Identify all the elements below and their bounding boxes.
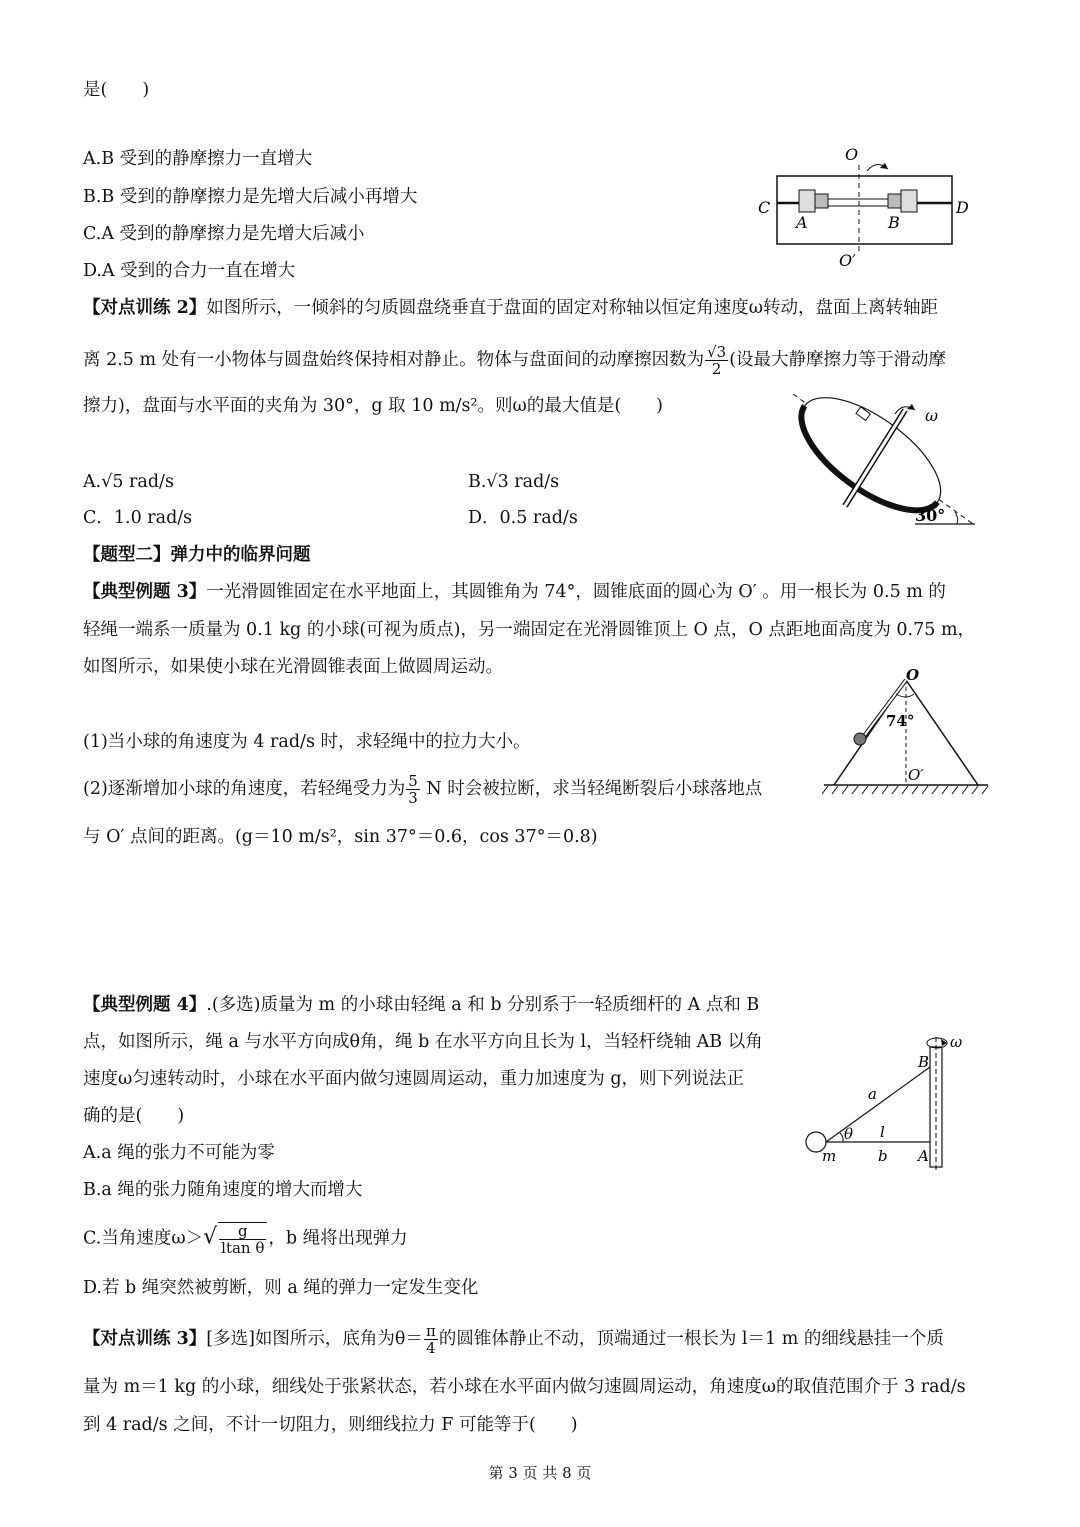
- fig4-label-m: m: [822, 1147, 837, 1165]
- fig1-label-d: D: [956, 198, 969, 217]
- t2-heading: 【对点训练 2】: [83, 298, 207, 318]
- ex3-part2: [83, 773, 762, 806]
- t2-line2: [83, 344, 946, 377]
- ex4-option-c[interactable]: [83, 1222, 408, 1256]
- ex4-fraction: [218, 1222, 267, 1256]
- t3-heading: 【对点训练 3】: [83, 1329, 207, 1349]
- ex3-text1: 一光滑圆锥固定在水平地面上，其圆锥角为 74°，圆锥底面的圆心为 O′ 。用一根长为 0.5 m 的: [206, 582, 946, 602]
- figure-rod-ropes: [798, 1025, 988, 1175]
- q1-option-b[interactable]: B.B 受到的静摩擦力是先增大后减小再增大: [83, 187, 418, 207]
- t3-line2: 量为 m＝1 kg 的小球，细线处于张紧状态，若小球在水平面内做匀速圆周运动，角速度ω的取值范围介于 3 rad/s: [83, 1377, 966, 1397]
- t2-text2a: 离 2.5 m 处有一小物体与圆盘始终保持相对静止。物体与盘面间的动摩擦因数为: [83, 350, 705, 370]
- t2-text2b: (设最大静摩擦力等于滑动摩: [729, 350, 947, 370]
- t2-line3: 擦力)，盘面与水平面的夹角为 30°，g 取 10 m/s²。则ω的最大值是( ): [83, 396, 663, 416]
- t3-line1: [83, 1323, 944, 1356]
- t3-line3: 到 4 rad/s 之间，不计一切阻力，则细线拉力 F 可能等于( ): [83, 1415, 578, 1435]
- ex4-line2: 点，如图所示，绳 a 与水平方向成θ角，绳 b 在水平方向且长为 l，当轻杆绕轴 AB 以角: [83, 1032, 763, 1052]
- fig1-label-a: A: [796, 213, 808, 232]
- t2-fraction: [705, 344, 728, 377]
- section-type-2-heading: 【题型二】弹力中的临界问题: [83, 545, 311, 565]
- fig2-label-omega: ω: [925, 406, 939, 425]
- sqrt-sign-icon: √: [203, 1224, 218, 1250]
- t3-text1a: [多选]如图所示，底角为θ＝: [206, 1329, 423, 1349]
- ex4-option-c-text-b: ，b 绳将出现弹力: [268, 1228, 408, 1249]
- t3-frac-num: π: [425, 1322, 436, 1340]
- t2-option-d[interactable]: D．0.5 rad/s: [468, 508, 578, 528]
- t2-option-a[interactable]: A.√5 rad/s: [83, 472, 174, 492]
- ex4-option-b[interactable]: B.a 绳的张力随角速度的增大而增大: [83, 1180, 363, 1200]
- ex3-part3: 与 O′ 点间的距离。(g＝10 m/s²，sin 37°＝0.6，cos 37°＝0.8): [83, 827, 598, 847]
- fig3-label-o-prime: O′: [908, 766, 924, 784]
- ex3-line2: 轻绳一端系一质量为 0.1 kg 的小球(可视为质点)，另一端固定在光滑圆锥顶上 O 点，O 点距地面高度为 0.75 m，: [83, 620, 976, 640]
- fig4-label-omega: ω: [950, 1033, 963, 1051]
- ex3-part2-text-b: N 时会被拉断，求当轻绳断裂后小球落地点: [420, 779, 763, 799]
- figure-rotating-rod: [755, 143, 970, 270]
- t2-frac-den: 2: [711, 360, 722, 378]
- q1-option-a[interactable]: A.B 受到的静摩擦力一直增大: [83, 149, 313, 169]
- t2-option-b[interactable]: B.√3 rad/s: [468, 472, 560, 492]
- fig4-label-theta: θ: [844, 1125, 854, 1143]
- fig1-label-c: C: [758, 198, 771, 217]
- t2-option-c[interactable]: C．1.0 rad/s: [83, 508, 193, 528]
- ex4-frac-num: g: [219, 1223, 266, 1240]
- figure-inclined-disk: [785, 388, 985, 528]
- t3-text1b: 的圆锥体静止不动，顶端通过一根长为 l＝1 m 的细线悬挂一个质: [438, 1329, 944, 1349]
- page-footer: 第 3 页 共 8 页: [488, 1464, 592, 1482]
- figure-cone: [822, 668, 990, 798]
- fig1-label-b: B: [888, 213, 900, 232]
- ex3-frac-den: 3: [408, 789, 418, 807]
- ex4-frac-den: ltan θ: [221, 1239, 265, 1257]
- fig3-label-angle: 74°: [886, 712, 915, 730]
- ex4-option-c-text-a: C.当角速度ω＞: [83, 1228, 204, 1249]
- ex3-line1: [83, 580, 946, 604]
- fig4-label-b-point: B: [918, 1053, 930, 1071]
- ex3-heading: 【典型例题 3】: [83, 582, 207, 602]
- t2-text1: 如图所示，一倾斜的匀质圆盘绕垂直于盘面的固定对称轴以恒定角速度ω转动，盘面上离转轴距: [206, 298, 939, 318]
- q1-option-d[interactable]: D.A 受到的合力一直在增大: [83, 261, 296, 281]
- t2-frac-num: √3: [707, 343, 727, 361]
- fig1-label-o: O: [845, 145, 859, 164]
- fig1-label-o-prime: O′: [839, 251, 856, 270]
- ex3-line3: 如图所示，如果使小球在光滑圆锥表面上做圆周运动。: [83, 657, 503, 677]
- ex3-fraction: [406, 773, 420, 806]
- t3-fraction: [424, 1323, 438, 1356]
- ex4-line1: [83, 993, 759, 1017]
- ex4-line4: 确的是( ): [83, 1106, 185, 1126]
- leftover-question-end: 是( ): [83, 80, 150, 100]
- ex4-text1: .(多选)质量为 m 的小球由轻绳 a 和 b 分别系于一轻质细杆的 A 点和 B: [206, 995, 760, 1015]
- ex3-frac-num: 5: [408, 772, 418, 790]
- fig3-label-o: O: [906, 668, 920, 684]
- ex4-line3: 速度ω匀速转动时，小球在水平面内做匀速圆周运动，重力加速度为 g，则下列说法正: [83, 1069, 745, 1089]
- fig4-label-rope-b: b: [878, 1147, 888, 1165]
- ex4-option-d[interactable]: D.若 b 绳突然被剪断，则 a 绳的弹力一定发生变化: [83, 1278, 479, 1298]
- ex4-heading: 【典型例题 4】: [83, 995, 207, 1015]
- fig4-label-a-point: A: [918, 1147, 929, 1165]
- ex3-part1: (1)当小球的角速度为 4 rad/s 时，求轻绳中的拉力大小。: [83, 732, 531, 752]
- t2-line1: [83, 296, 938, 320]
- fig2-label-angle: 30°: [915, 506, 946, 525]
- fig4-label-rope-a: a: [868, 1085, 877, 1103]
- ex4-option-a[interactable]: A.a 绳的张力不可能为零: [83, 1143, 275, 1163]
- q1-option-c[interactable]: C.A 受到的静摩擦力是先增大后减小: [83, 224, 365, 244]
- fig4-label-l: l: [880, 1123, 885, 1141]
- t3-frac-den: 4: [426, 1339, 436, 1357]
- ex3-part2-text-a: (2)逐渐增加小球的角速度，若轻绳受力为: [83, 779, 406, 799]
